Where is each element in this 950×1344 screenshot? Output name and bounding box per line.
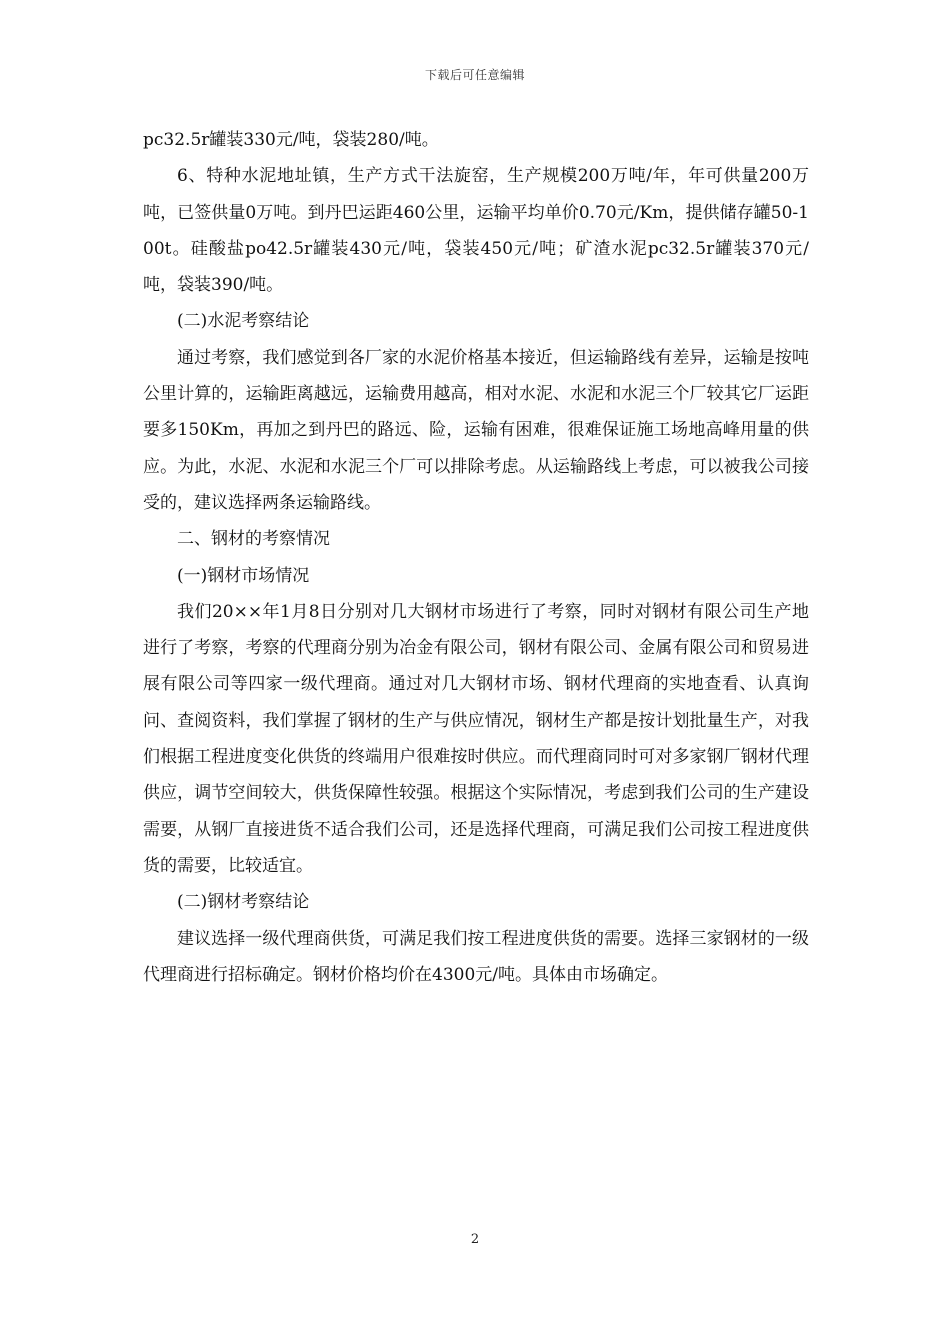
document-body [143,122,809,993]
heading-steel-conclusion: (二)钢材考察结论 [177,892,310,913]
heading-cement-conclusion: (二)水泥考察结论 [177,311,310,332]
page-number: 2 [470,1232,480,1247]
paragraph-cement-conclusion: 通过考察，我们感觉到各厂家的水泥价格基本接近，但运输路线有差异，运输是按吨公里计算的，运输距离越远，运输费用越高，相对水泥、水泥和水泥三个厂较其它厂运距要多150Km，再加之到丹巴的路远、险，运输有困难，很难保证施工场地高峰用量的供应。为此，水泥、水泥和水泥三个厂可以排除考虑。从运输路线上考虑，可以被我公司接受的，建议选择两条运输路线。 [143,347,809,513]
paragraph-steel-market: 我们20××年1月8日分别对几大钢材市场进行了考察，同时对钢材有限公司生产地进行了考察，考察的代理商分别为冶金有限公司，钢材有限公司、金属有限公司和贸易进展有限公司等四家一级代理商。通过对几大钢材市场、钢材代理商的实地查看、认真询问、查阅资料，我们掌握了钢材的生产与供应情况，钢材生产都是按计划批量生产，对我们根据工程进度变化供货的终端用户很难按时供应。而代理商同时可对多家钢厂钢材代理供应，调节空间较大，供货保障性较强。根据这个实际情况，考虑到我们公司的生产建设需要，从钢厂直接进货不适合我们公司，还是选择代理商，可满足我们公司按工程进度供货的需要，比较适宜。 [143,601,809,876]
paragraph-steel-conclusion: 建议选择一级代理商供货，可满足我们按工程进度供货的需要。选择三家钢材的一级代理商进行招标确定。钢材价格均价在4300元/吨。具体由市场确定。 [143,928,809,985]
heading-steel-survey: 二、钢材的考察情况 [177,529,330,550]
page-header: 下载后可任意编辑 [424,68,525,82]
heading-steel-market: (一)钢材市场情况 [177,565,310,586]
paragraph-special-cement: 6、特种水泥地址镇，生产方式干法旋窑，生产规模200万吨/年，年可供量200万吨，已签供量0万吨。到丹巴运距460公里，运输平均单价0.70元/Km，提供储存罐50-100t。硅酸盐po42.5r罐装430元/吨，袋装450元/吨；矿渣水泥pc32.5r罐装370元/吨，袋装390/吨。 [143,166,809,296]
paragraph-cement-price-tail: pc32.5r罐装330元/吨，袋装280/吨。 [143,130,439,150]
